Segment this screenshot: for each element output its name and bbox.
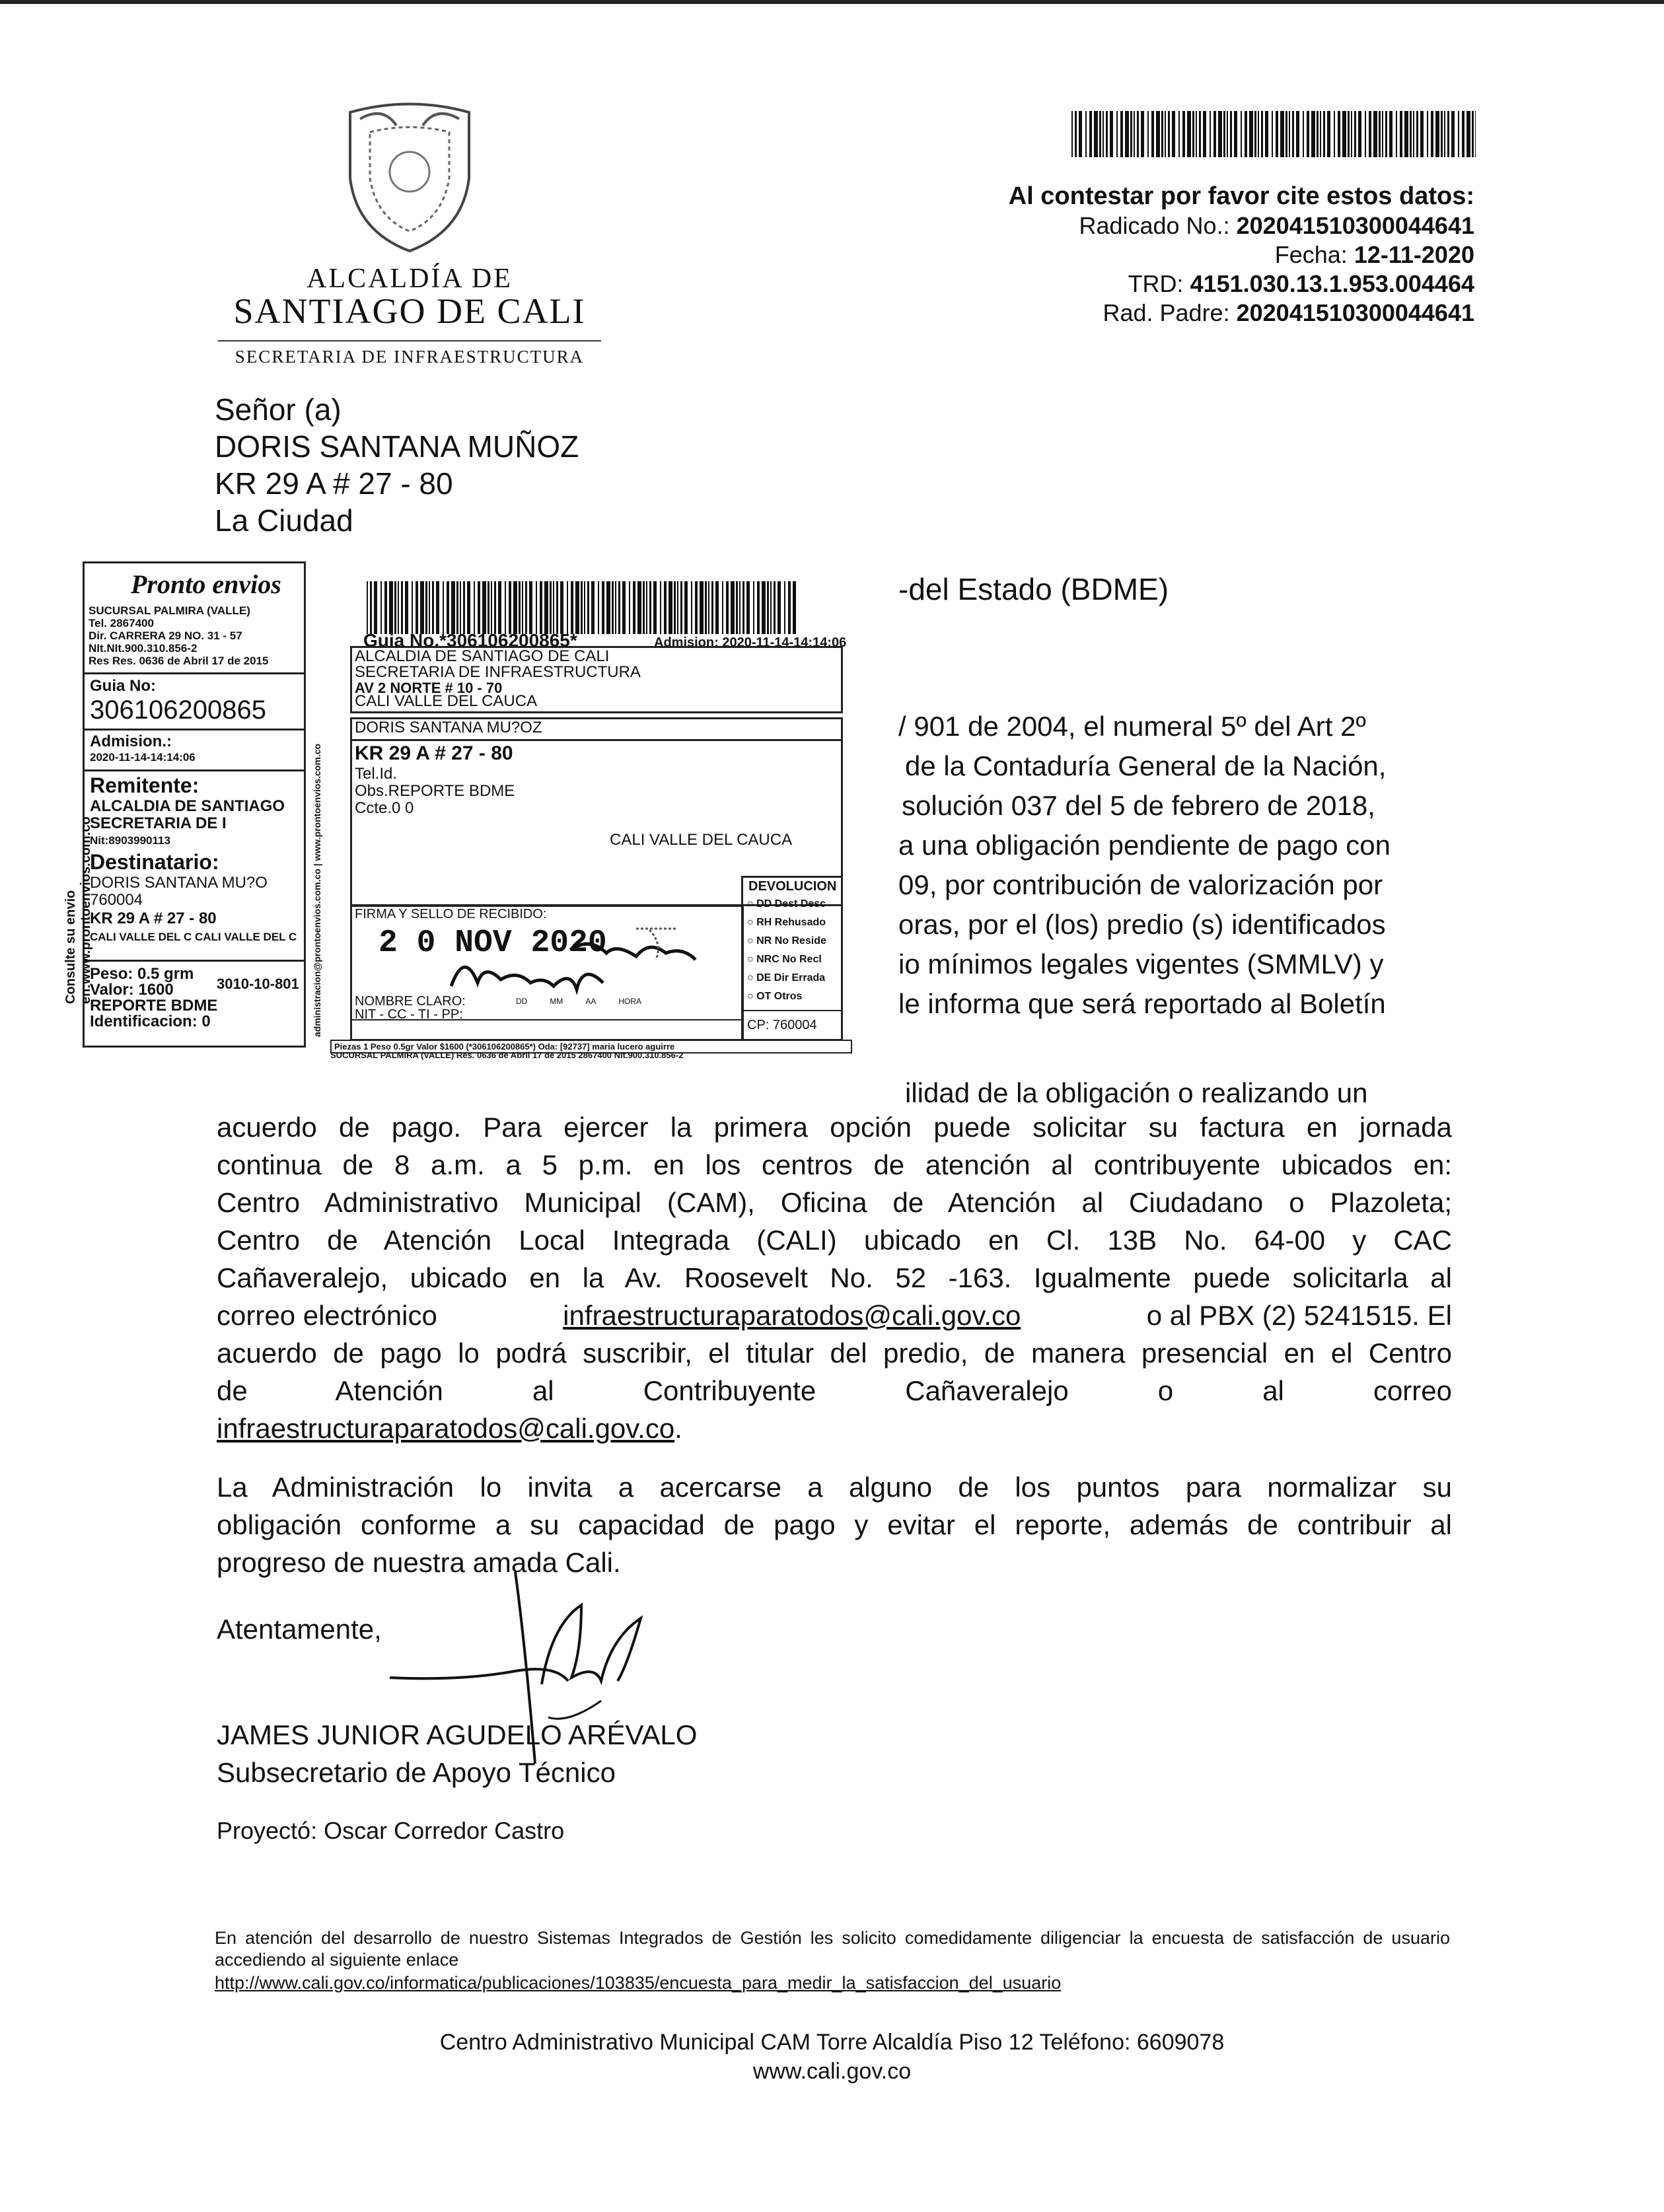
devolucion-box [741, 876, 843, 1041]
cp: CP: 760004 [747, 1018, 817, 1032]
courier-nit: NIt.NIt.900.310.856-2 [89, 642, 198, 655]
subject-fragment: -del Estado (BDME) [898, 572, 1169, 606]
devolucion-item: ○ NRC No Recl [747, 954, 822, 965]
valor: Valor: 1600 [90, 981, 174, 999]
email-post: o al PBX (2) 5241515. El [1146, 1300, 1452, 1331]
sender-line-4: CALI VALLE DEL CAUCA [355, 692, 538, 710]
sender-line-1: ALCALDIA DE SANTIAGO DE CALI [355, 647, 610, 665]
devolucion-item: ○ DE Dir Errada [747, 972, 826, 983]
dest-city: CALI VALLE DEL C CALI VALLE DEL C [90, 931, 297, 943]
ident: Identificacion: 0 [90, 1013, 211, 1030]
radicado-label: Radicado No.: [1079, 212, 1230, 239]
dest-name: DORIS SANTANA MU?O [90, 874, 268, 892]
recipient-name: DORIS SANTANA MU?OZ [355, 719, 542, 736]
dest-code: 760004 [90, 891, 143, 909]
signer-name: JAMES JUNIOR AGUDELO ARÉVALO [217, 1719, 698, 1750]
sender-line-3: AV 2 NORTE # 10 - 70 [355, 680, 503, 696]
org-line-2: SANTIAGO DE CALI [233, 291, 586, 331]
courier-res: Res Res. 0636 de Abril 17 de 2015 [89, 655, 269, 667]
body-line-4: Centro de Atención Local Integrada (CALI) ubicado en Cl. 13B No. 64-00 y CAC [217, 1225, 1452, 1256]
salutation: Señor (a) [215, 392, 342, 427]
courier-tel: Tel. 2867400 [89, 617, 154, 629]
addressee-city: La Ciudad [215, 503, 353, 538]
body-line-8: de Atención al Contribuyente Cañaveralejo o al correo [217, 1375, 1452, 1406]
addressee-address: KR 29 A # 27 - 80 [215, 466, 453, 501]
signature-box [350, 905, 744, 1041]
nit-label: NIT - CC - TI - PP: [355, 1007, 463, 1022]
received-stamp-date: 2 0 NOV 2020 [379, 925, 607, 961]
side-text: Consulte su envio en:www.prontoenvios.com.co [63, 816, 93, 1004]
footer-address: Centro Administrativo Municipal CAM Torre Alcaldía Piso 12 Teléfono: 6609078 [439, 2030, 1225, 2055]
date-col-hora: HORA [618, 997, 642, 1006]
body-fragment-5: 09, por contribución de valorización por [898, 869, 1383, 900]
sender-line-2: SECRETARIA DE INFRAESTRUCTURA [355, 663, 641, 681]
body-p2-line-1: La Administración lo invita a acercarse a alguno de los puntos para normalizar su [217, 1472, 1452, 1503]
footer-website[interactable]: www.cali.gov.co [752, 2059, 912, 2084]
remitente-1: ALCALDIA DE SANTIAGO [90, 797, 285, 815]
email-link[interactable]: infraestructuraparatodos@cali.gov.co [563, 1300, 1021, 1331]
body-fragment-7: io mínimos legales vigentes (SMMLV) y [898, 948, 1384, 980]
fecha-line [1275, 240, 1474, 269]
fecha-label: Fecha: [1274, 241, 1348, 268]
admision-value: 2020-11-14-14:14:06 [90, 751, 196, 764]
body-line-7: acuerdo de pago lo podrá suscribir, el titular del predio, de manera presencial en el Centro [217, 1338, 1452, 1369]
body-fragment-6: oras, por el (los) predio (s) identificados [898, 909, 1386, 940]
city-coat-of-arms-icon [330, 99, 489, 258]
body-p2-line-3: progreso de nuestra amada Cali. [217, 1547, 621, 1578]
recipient-ccte: Ccte.0 0 [355, 799, 414, 817]
barcode-icon [1071, 111, 1476, 157]
recipient-tel: Tel.Id. [355, 765, 398, 783]
fecha-value: 12-11-2020 [1354, 241, 1474, 268]
rad-padre-label: Rad. Padre: [1103, 299, 1230, 326]
body-fragment-2: de la Contaduría General de la Nación, [905, 750, 1387, 781]
trd-label: TRD: [1128, 270, 1184, 297]
remitente-label: Remitente: [90, 773, 199, 797]
receiver-signature-icon [438, 923, 702, 1003]
dest-addr: KR 29 A # 27 - 80 [90, 910, 217, 927]
body-line-2: continua de 8 a.m. a 5 p.m. en los centros de atención al contribuyente ubicados en: [217, 1149, 1452, 1180]
survey-text: En atención del desarrollo de nuestro Sistemas Integrados de Gestión les solicito comedidamente diligenciar la encuesta de satisfacción de usuario accediendo al siguiente enlace [215, 1928, 1450, 1970]
email-link-2[interactable]: infraestructuraparatodos@cali.gov.co [217, 1413, 675, 1444]
remitente-2: SECRETARIA DE I [90, 814, 227, 832]
org-line-1: ALCALDÍA DE [307, 264, 513, 294]
courier-branch: SUCURSAL PALMIRA (VALLE) [89, 604, 250, 617]
date-col-mm: MM [550, 997, 563, 1006]
trd-line [1128, 269, 1474, 299]
rad-padre-value: 202041510300044641 [1236, 299, 1474, 326]
trd-value: 4151.030.13.1.953.004464 [1190, 270, 1474, 297]
courier-bottom-line: SUCURSAL PALMIRA (VALLE) Res. 0636 de Abril 17 de 2015 2867400 NIt.900.310.856-2 [330, 1050, 684, 1060]
body-fragment-3: solución 037 del 5 de febrero de 2018, [902, 790, 1375, 821]
body-line-9: infraestructuraparatodos@cali.gov.co. [217, 1413, 682, 1444]
body-p2-line-2: obligación conforme a su capacidad de pago y evitar el reporte, además de contribuir al [217, 1509, 1452, 1540]
sender-box [350, 646, 843, 713]
top-border [0, 0, 1664, 4]
addressee-name: DORIS SANTANA MUÑOZ [215, 429, 579, 464]
peso: Peso: 0.5 grm [90, 965, 194, 983]
guia-value: 306106200865 [90, 696, 266, 725]
courier-side-text-2 [310, 720, 326, 1037]
devolucion-item: ○ RH Rehusado [747, 917, 826, 928]
body-line-6 [217, 1298, 1452, 1334]
recipient-addr: KR 29 A # 27 - 80 [355, 742, 513, 764]
devolucion-item: ○ OT Otros [747, 991, 803, 1002]
body-fragment-4: a una obligación pendiente de pago con [898, 830, 1391, 861]
date-col-dd: DD [516, 997, 528, 1006]
courier-side-text [61, 727, 93, 1004]
side-text-2: administracion@prontoenvios.com.co | www.prontoenvios.com.co [312, 743, 322, 1037]
rad-padre-line [1103, 299, 1474, 328]
date-col-aa: AA [585, 997, 597, 1006]
admision-full: Admision: 2020-11-14-14:14:06 [654, 635, 847, 650]
guia-label: Guia No: [90, 677, 156, 695]
body-line-5: Cañaveralejo, ubicado en la Av. Roosevelt No. 52 -163. Igualmente puede solicitarla al [217, 1262, 1452, 1293]
nombre-label: NOMBRE CLARO: [355, 994, 466, 1009]
obs: REPORTE BDME [90, 997, 218, 1015]
body-fragment-9: ilidad de la obligación o realizando un [905, 1077, 1368, 1108]
devolucion-list [747, 895, 826, 1006]
courier-branch-block [89, 604, 268, 667]
courier-brand: Pronto envios [131, 569, 281, 599]
body-line-3: Centro Administrativo Municipal (CAM), Oficina de Atención al Ciudadano o Plazoleta; [217, 1187, 1452, 1218]
guia-full: Guia No.*306106200865* [363, 630, 577, 651]
destinatario-label: Destinatario: [90, 850, 219, 874]
recipient-obs: Obs.REPORTE BDME [355, 782, 515, 800]
recipient-city: CALI VALLE DEL CAUCA [610, 831, 793, 849]
email-pre: correo electrónico [217, 1300, 437, 1331]
firma-label: FIRMA Y SELLO DE RECIBIDO: [355, 907, 547, 921]
devolucion-item: ○ NR No Reside [747, 935, 826, 946]
signer-title: Subsecretario de Apoyo Técnico [217, 1757, 616, 1788]
pieces-line: Piezas 1 Peso 0.5gr Valor $1600 (*306106200865*) Oda: [92737] maria lucero aguirre [330, 1040, 852, 1053]
body-line-1: acuerdo de pago. Para ejercer la primera opción puede solicitar su factura en jornada [217, 1112, 1452, 1143]
courier-label-left [83, 561, 306, 1048]
org-line-3: SECRETARIA DE INFRAESTRUCTURA [218, 340, 601, 367]
body-fragment-8: le informa que será reportado al Boletín [898, 988, 1386, 1019]
guia-barcode-icon [367, 581, 796, 634]
radicado-value: 202041510300044641 [1236, 212, 1474, 239]
body-fragment-1: / 901 de 2004, el numeral 5º del Art 2º [898, 711, 1366, 742]
courier-label-right [330, 575, 852, 1052]
courier-dir: Dir. CARRERA 29 NO. 31 - 57 [89, 629, 242, 642]
devolucion-label: DEVOLUCION [748, 879, 837, 894]
survey-link[interactable]: http://www.cali.gov.co/informatica/publicaciones/103835/encuesta_para_medir_la_satisfaccion_del_usuario [215, 1973, 1062, 1993]
devolucion-item: ○ DD Dest Desc [747, 898, 826, 910]
remitente-nit: Nit:8903990113 [90, 834, 170, 847]
admision-label: Admision.: [90, 732, 172, 750]
radicado-line [1079, 211, 1474, 240]
cite-title: Al contestar por favor cite estos datos: [1008, 182, 1474, 210]
projected-by: Proyectó: Oscar Corredor Castro [217, 1817, 565, 1844]
closing: Atentamente, [217, 1614, 382, 1645]
ref-num: 3010-10-801 [217, 976, 299, 992]
